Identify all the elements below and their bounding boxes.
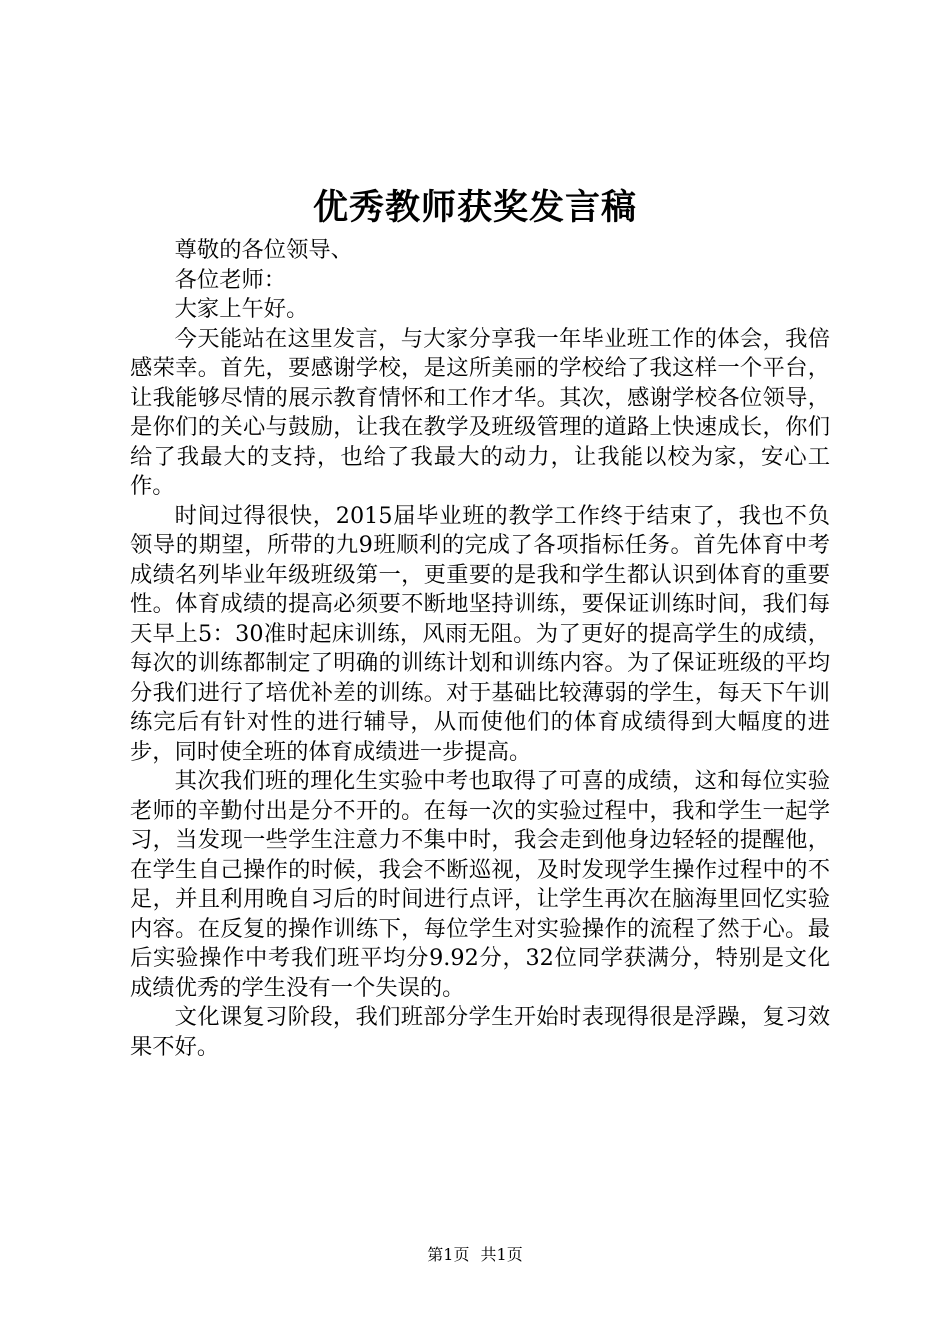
document-title: 优秀教师获奖发言稿 <box>312 187 637 228</box>
salutation-leaders: 尊敬的各位领导、 <box>174 237 353 263</box>
page-footer <box>0 1244 950 1266</box>
document-body <box>130 236 830 1062</box>
page-number: 第1页 <box>427 1245 470 1264</box>
page-total: 共1页 <box>480 1245 523 1264</box>
body-paragraph: 时间过得很快，2015届毕业班的教学工作终于结束了，我也不负领导的期望，所带的九9班顺利的完成了各项指标任务。首先体育中考成绩名列毕业年级班级第一，更重要的是我和学生都认识到体育的重要性。体育成绩的提高必须要不断地坚持训练，要保证训练时间，我们每天早上5：30准时起床训练，风雨无阻。为了更好的提高学生的成绩，每次的训练都制定了明确的训练计划和训练内容。为了保证班级的平均分我们进行了培优补差的训练。对于基础比较薄弱的学生，每天下午训练完后有针对性的进行辅导，从而使他们的体育成绩得到大幅度的进步，同时使全班的体育成绩进一步提高。 <box>130 502 830 765</box>
body-paragraph: 其次我们班的理化生实验中考也取得了可喜的成绩，这和每位实验老师的辛勤付出是分不开的。在每一次的实验过程中，我和学生一起学习，当发现一些学生注意力不集中时，我会走到他身边轻轻的提醒他，在学生自己操作的时候，我会不断巡视，及时发现学生操作过程中的不足，并且利用晚自习后的时间进行点评，让学生再次在脑海里回忆实验内容。在反复的操作训练下，每位学生对实验操作的流程了然于心。最后实验操作中考我们班平均分9.92分，32位同学获满分，特别是文化成绩优秀的学生没有一个失误的。 <box>130 768 830 1001</box>
body-paragraph: 今天能站在这里发言，与大家分享我一年毕业班工作的体会，我倍感荣幸。首先，要感谢学校，是这所美丽的学校给了我这样一个平台，让我能够尽情的展示教育情怀和工作才华。其次，感谢学校各位领导，是你们的关心与鼓励，让我在教学及班级管理的道路上快速成长，你们给了我最大的支持，也给了我最大的动力，让我能以校为家，安心工作。 <box>130 325 830 499</box>
salutation-teachers: 各位老师： <box>174 266 287 293</box>
greeting: 大家上午好。 <box>174 296 309 322</box>
body-paragraph: 文化课复习阶段，我们班部分学生开始时表现得很是浮躁，复习效果不好。 <box>130 1004 830 1060</box>
